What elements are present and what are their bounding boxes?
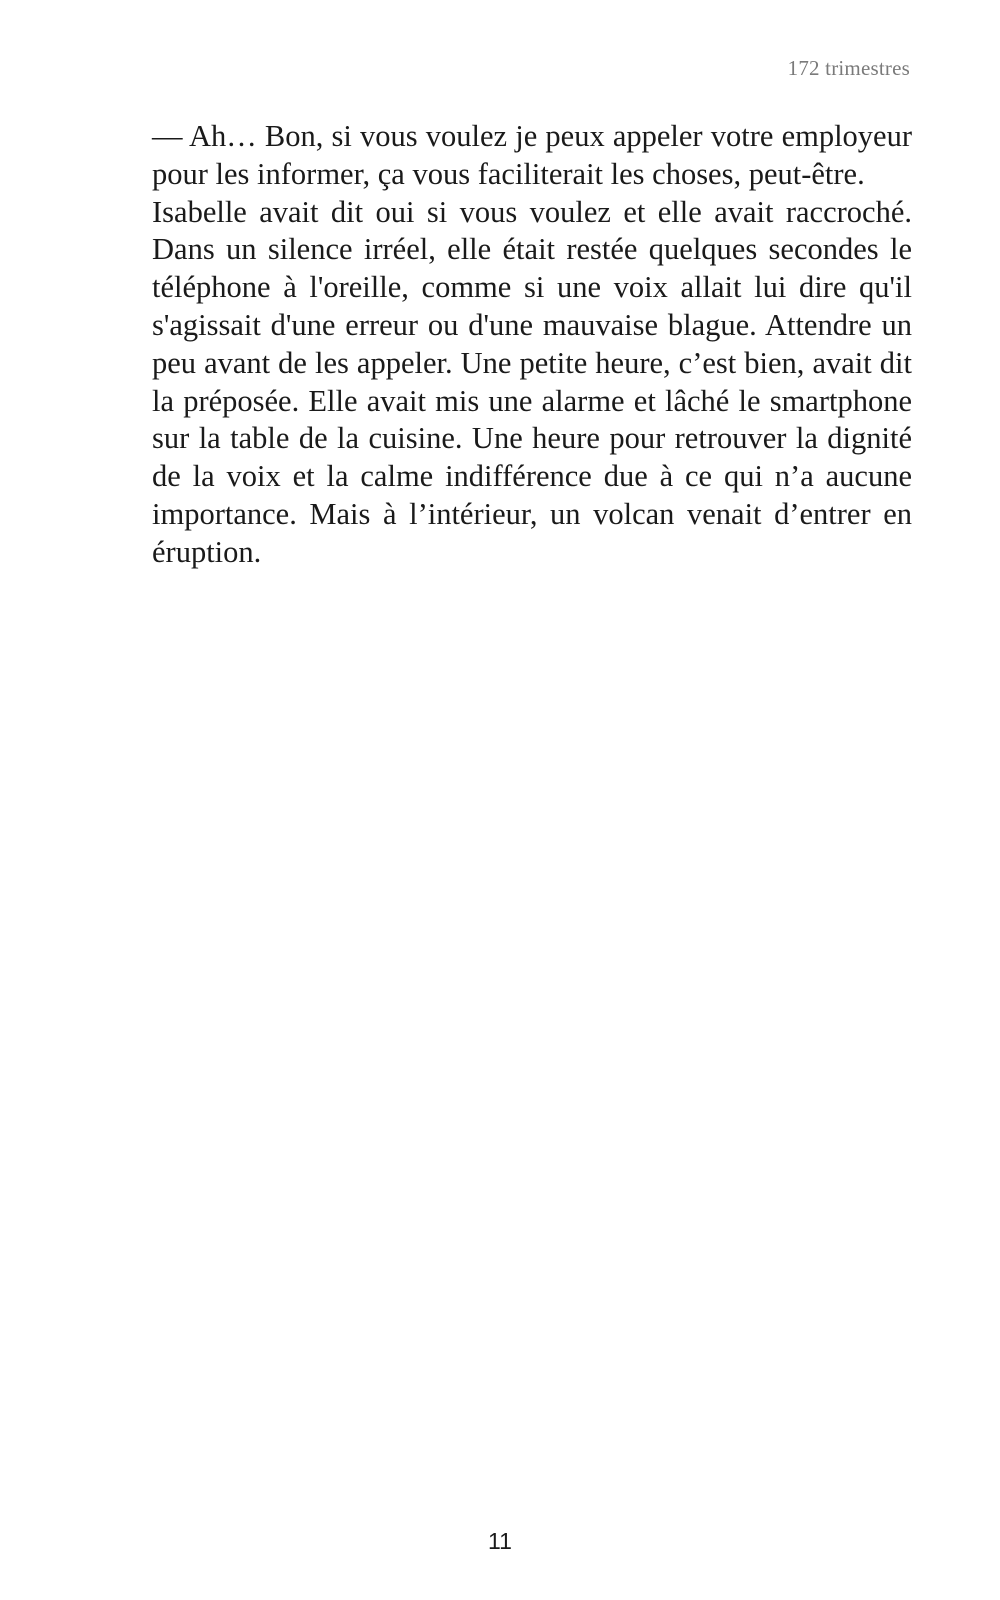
page-number: 11: [488, 1528, 512, 1554]
running-header: 172 trimestres: [787, 56, 910, 80]
paragraph-narrative: Isabelle avait dit oui si vous voulez et elle avait raccroché. Dans un silence irréel, elle était restée quelques secondes le téléphone à l'oreille, comme si une voix allait lui dire qu'il s'agissait d'une erreur ou d'une mauvaise blague. Attendre un peu avant de les appeler. Une petite heure, c’est bien, avait dit la préposée. Elle avait mis une alarme et lâché le smartphone sur la table de la cuisine. Une heure pour retrouver la dignité de la voix et la calme indifférence due à ce qui n’a aucune importance. Mais à l’intérieur, un volcan venait d’entrer en éruption.: [152, 194, 912, 569]
body-text: [152, 118, 912, 572]
paragraph-dialogue: — Ah… Bon, si vous voulez je peux appeler votre employeur pour les informer, ça vous faciliterait les choses, peut-être.: [152, 119, 912, 191]
